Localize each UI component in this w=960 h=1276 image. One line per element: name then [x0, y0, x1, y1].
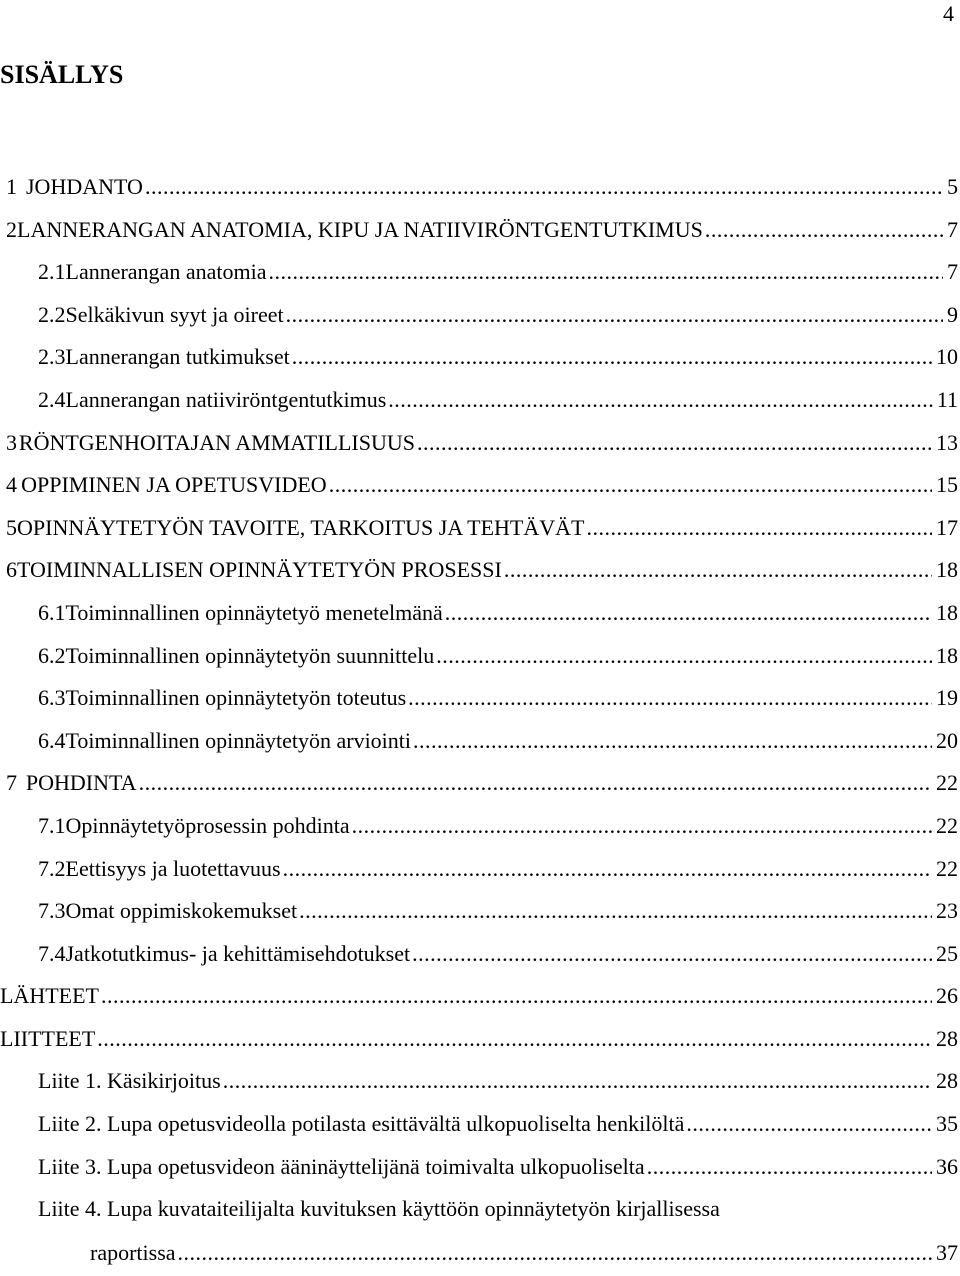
leader-dots: [292, 336, 932, 379]
toc-entry[interactable]: [0, 635, 960, 678]
toc-entry[interactable]: [0, 592, 960, 635]
toc-entry-title: LANNERANGAN ANATOMIA, KIPU JA NATIIVIRÖNTGENTUTKIMUS: [17, 216, 703, 242]
leader-dots: [504, 549, 932, 592]
toc-entry[interactable]: [0, 1018, 960, 1061]
leader-dots: [268, 251, 943, 294]
leader-dots: [178, 1232, 932, 1275]
toc-entry-page: 5: [947, 174, 958, 199]
leader-dots: [223, 1060, 932, 1103]
leader-dots: [286, 294, 943, 337]
toc-entry[interactable]: [0, 422, 960, 465]
toc-entry[interactable]: [0, 805, 960, 848]
toc-entry-title: TOIMINNALLISEN OPINNÄYTETYÖN PROSESSI: [17, 557, 502, 583]
toc-entry-title: Liite 3. Lupa opetusvideon ääninäyttelijänä toimivalta ulkopuoliselta: [38, 1153, 645, 1179]
toc-entry[interactable]: [0, 1146, 960, 1189]
toc-entry-title: Toiminnallinen opinnäytetyön suunnittelu: [65, 642, 435, 668]
toc-entry[interactable]: [0, 464, 960, 507]
leader-dots: [329, 464, 932, 507]
toc-heading: SISÄLLYS: [0, 60, 124, 89]
toc-entry-page: 18: [936, 642, 958, 668]
leader-dots: [445, 592, 932, 635]
leader-dots: [388, 379, 933, 422]
toc-entry[interactable]: [0, 848, 960, 891]
toc-entry-title: Toiminnallinen opinnäytetyön toteutus: [65, 685, 407, 711]
toc-entry-page: 37: [936, 1240, 958, 1266]
toc-entry-page: 22: [936, 770, 958, 796]
toc-entry-number: 1: [6, 174, 17, 199]
toc-entry-number: 6.4: [38, 727, 66, 753]
toc-entry-title: LIITTEET: [0, 1025, 96, 1051]
toc-entry-page: 23: [936, 898, 958, 924]
leader-dots: [705, 209, 943, 252]
table-of-contents: [0, 166, 960, 1276]
toc-entry-title: POHDINTA: [25, 770, 137, 796]
toc-entry[interactable]: [0, 1060, 960, 1103]
toc-entry-page: 25: [936, 940, 958, 966]
toc-entry-page: 9: [947, 301, 958, 327]
toc-entry-title: OPINNÄYTETYÖN TAVOITE, TARKOITUS JA TEHTÄVÄT: [17, 514, 585, 540]
toc-entry-title: Opinnäytetyöprosessin pohdinta: [65, 812, 350, 838]
toc-entry[interactable]: [0, 166, 960, 209]
toc-entry[interactable]: [0, 251, 960, 294]
toc-entry[interactable]: [0, 294, 960, 337]
toc-entry-page: 20: [936, 727, 958, 753]
toc-entry-page: 35: [936, 1111, 958, 1137]
toc-entry-page: 22: [936, 855, 958, 881]
toc-entry-number: 2.2: [38, 301, 66, 327]
toc-entry-title: Liite 2. Lupa opetusvideolla potilasta esittävältä ulkopuoliselta henkilöltä: [38, 1111, 685, 1137]
toc-entry-page: 11: [936, 386, 958, 412]
leader-dots: [97, 1018, 932, 1061]
toc-entry-number: 2.4: [38, 386, 66, 412]
toc-entry-page: 18: [936, 599, 958, 625]
toc-entry-title: Liite 1. Käsikirjoitus: [38, 1068, 221, 1094]
toc-entry-number: 2: [6, 216, 17, 242]
toc-entry-number: 6.3: [38, 685, 66, 711]
toc-entry-page: 36: [936, 1153, 958, 1179]
leader-dots: [101, 975, 932, 1018]
toc-entry-page: 19: [936, 685, 958, 711]
leader-dots: [436, 635, 932, 678]
toc-entry-number: 7: [6, 770, 17, 796]
toc-entry[interactable]: [0, 890, 960, 933]
toc-entry[interactable]: [0, 549, 960, 592]
leader-dots: [686, 1103, 932, 1146]
toc-entry[interactable]: [0, 336, 960, 379]
toc-entry-title: Lannerangan natiiviröntgentutkimus: [65, 386, 387, 412]
toc-entry-title: Omat oppimiskokemukset: [65, 898, 298, 924]
toc-entry-page: 26: [936, 983, 958, 1009]
toc-entry-number: 2.1: [38, 259, 66, 285]
toc-entry-title: Toiminnallinen opinnäytetyö menetelmänä: [65, 599, 443, 625]
toc-entry-page: 7: [947, 216, 958, 242]
leader-dots: [145, 166, 943, 209]
toc-entry-title: Toiminnallinen opinnäytetyön arviointi: [65, 727, 412, 753]
toc-entry-page: 28: [936, 1068, 958, 1094]
toc-entry-number: 5: [6, 514, 17, 540]
toc-entry-number: 6.1: [38, 599, 66, 625]
toc-entry[interactable]: [0, 209, 960, 252]
toc-entry-number: 6: [6, 557, 17, 583]
toc-entry-title: Eettisyys ja luotettavuus: [65, 855, 281, 881]
toc-entry-title: Lannerangan tutkimukset: [65, 344, 290, 370]
leader-dots: [408, 677, 932, 720]
toc-entry-liite-4[interactable]: [0, 1188, 960, 1276]
toc-entry-title-line2: raportissa: [90, 1240, 176, 1266]
leader-dots: [413, 720, 932, 763]
toc-entry-number: 7.4: [38, 940, 66, 966]
toc-entry-page: 7: [947, 259, 958, 285]
toc-entry-number: 6.2: [38, 642, 66, 668]
leader-dots: [139, 762, 932, 805]
toc-entry-title-line1: Liite 4. Lupa kuvataiteilijalta kuvituksen käyttöön opinnäytetyön kirjallisessa: [38, 1196, 720, 1222]
toc-entry[interactable]: [0, 507, 960, 550]
toc-entry-title: Selkäkivun syyt ja oireet: [65, 301, 284, 327]
toc-entry-number: 3: [6, 429, 17, 455]
toc-entry-page: 13: [936, 429, 958, 455]
leader-dots: [352, 805, 932, 848]
toc-entry-title: OPPIMINEN JA OPETUSVIDEO: [21, 472, 327, 498]
toc-entry-title: RÖNTGENHOITAJAN AMMATILLISUUS: [18, 429, 415, 455]
toc-entry-page: 15: [936, 472, 958, 498]
toc-entry[interactable]: [0, 720, 960, 763]
toc-entry[interactable]: [0, 762, 960, 805]
leader-dots: [586, 507, 932, 550]
page-number: 4: [943, 1, 954, 26]
toc-entry-number: 7.3: [38, 898, 66, 924]
toc-entry-title: LÄHTEET: [0, 983, 99, 1009]
toc-entry-page: 18: [936, 557, 958, 583]
toc-entry-title: Lannerangan anatomia: [65, 259, 267, 285]
leader-dots: [417, 422, 932, 465]
toc-entry-title: Jatkotutkimus- ja kehittämisehdotukset: [65, 940, 411, 966]
toc-entry-number: 7.2: [38, 855, 66, 881]
toc-entry[interactable]: [0, 975, 960, 1018]
toc-entry-number: 2.3: [38, 344, 66, 370]
toc-entry-title: JOHDANTO: [26, 174, 143, 199]
leader-dots: [412, 933, 932, 976]
toc-entry-page: 22: [936, 812, 958, 838]
toc-entry[interactable]: [0, 1103, 960, 1146]
toc-entry-page: 10: [936, 344, 958, 370]
toc-entry[interactable]: [0, 677, 960, 720]
toc-entry-number: 7.1: [38, 812, 66, 838]
toc-entry-page: 28: [936, 1025, 958, 1051]
toc-entry-number: 4: [6, 472, 17, 498]
toc-entry[interactable]: [0, 379, 960, 422]
toc-entry-page: 17: [936, 514, 958, 540]
toc-entry[interactable]: [0, 933, 960, 976]
leader-dots: [283, 848, 932, 891]
leader-dots: [299, 890, 932, 933]
leader-dots: [647, 1146, 932, 1189]
